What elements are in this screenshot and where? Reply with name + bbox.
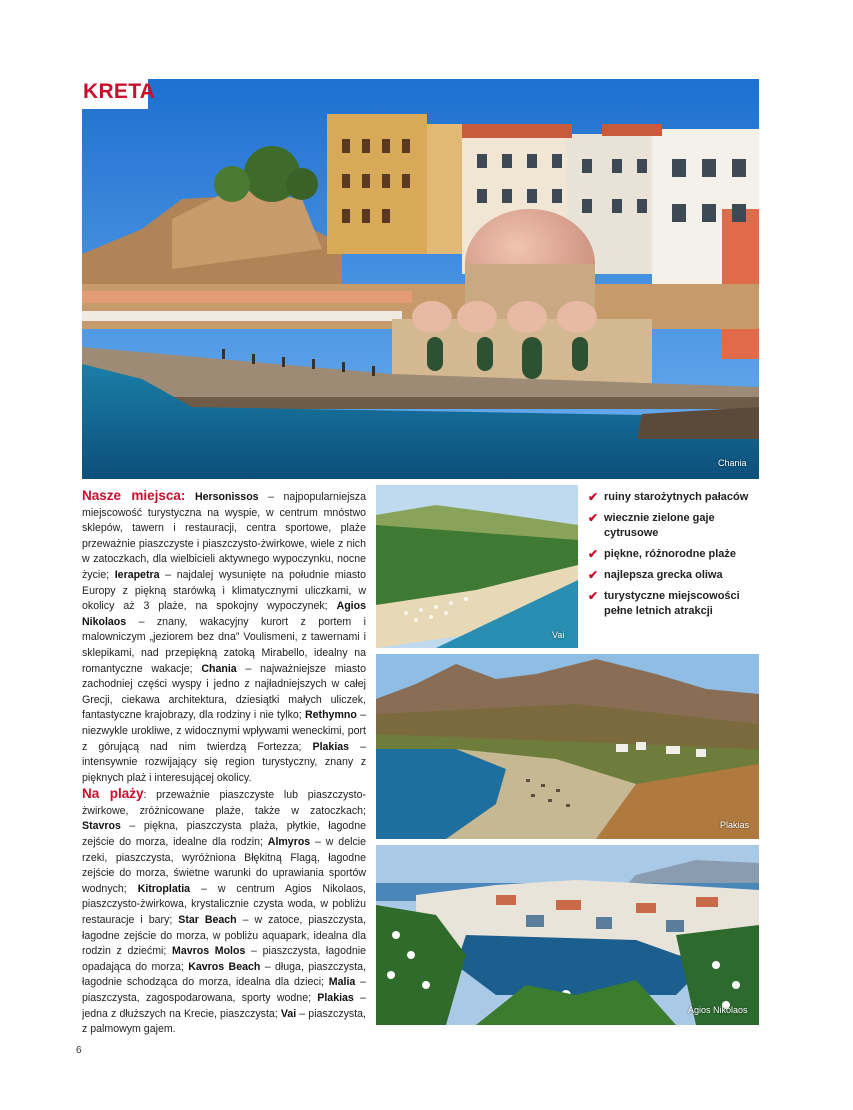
place-name: Malia: [328, 976, 356, 989]
place-name: Kavros Beach: [188, 960, 261, 973]
text-run: – niezwykle urokliwe, z widocznymi wpływami weneckimi, port z górującą nad nim twierdzą Fortezza;: [82, 709, 366, 753]
place-name: Almyros: [267, 836, 311, 849]
check-icon: ✔: [588, 490, 599, 504]
place-name: Hersonissos: [194, 491, 259, 503]
plakias-bay-image: [376, 654, 759, 839]
text-run: – jedna z dłuższych na Krecie, piaszczysta;: [82, 992, 366, 1020]
plakias-photo: [376, 654, 759, 839]
place-name: Stavros: [82, 820, 121, 833]
place-name: Vai: [280, 1007, 297, 1020]
place-name: Chania: [201, 662, 237, 675]
place-name: Rethymno: [305, 709, 357, 722]
text-run: – długa, piaszczysta, łagodnie schodząca do morza, idealna dla dzieci;: [82, 960, 366, 989]
chania-photo: [82, 79, 759, 479]
text-run: – intensywnie rozwijający się region turystyczny, znany z pięknych plaż i interesującej okolicy.: [82, 740, 366, 784]
text-run: – piękna, piaszczysta plaża, płytkie, łagodne zejście do morza, idealne dla rodzin;: [82, 820, 366, 849]
page-number: 6: [76, 1045, 82, 1056]
place-name: Agios Nikolaos: [82, 600, 366, 628]
check-icon: ✔: [588, 568, 599, 582]
text-run: – najdalej wysunięte na południe miasto Europy z piękną starówką i klimatycznymi uliczkami, w okolicy aż 3 plaże, na spokojny wypoczynek;: [82, 568, 366, 613]
page-title-box: [78, 77, 156, 109]
check-icon: ✔: [588, 511, 599, 525]
section-heading: Na plaży: [82, 786, 144, 802]
text-run: – znany, wakacyjny kurort z portem i malowniczym „jeziorem bez dna” Voulismeni, z tawernami i sklepikami, nad przepiękną zatoką Mirabello, idealny na romantyczne wakacje;: [82, 615, 366, 675]
place-name: Plakias: [312, 740, 350, 753]
chania-harbour-image: [82, 79, 759, 479]
text-run: – w zatoce, piaszczysta, łagodne zejście do morza, w pobliżu aquapark, idealna dla rodzin z dziećmi;: [82, 914, 366, 958]
agios-nikolaos-image: [376, 845, 759, 1025]
page-title: KRETA: [83, 80, 156, 103]
highlight-item: ✔ turystyczne miejscowości pełne letnich atrakcji: [588, 589, 740, 617]
highlight-item: ✔ wiecznie zielone gaje cytrusowe: [588, 511, 715, 539]
paragraph-beaches: [82, 786, 366, 1038]
vai-photo: [376, 485, 578, 648]
plakias-caption: Plakias: [720, 820, 750, 830]
text-run: – najważniejsze miasto zachodniej części wyspy i jedno z najładniejszych w całej Grecji, ciekawa architektura, dziesiątki małych uliczek, fantastyczne krajobrazy, dla rodziny i nie tylko;: [82, 662, 366, 722]
text-run: : przeważnie piaszczyste lub piaszczysto-żwirkowe, zróżnicowane plaże, także w zatoczkach;: [82, 789, 366, 817]
highlight-item: ✔ piękne, różnorodne plaże: [588, 547, 737, 561]
body-text: [82, 488, 366, 1038]
text-run: [185, 491, 195, 503]
chania-caption: Chania: [718, 458, 747, 468]
paragraph-places: [82, 488, 366, 786]
section-heading: Nasze miejsca:: [82, 488, 186, 503]
text-run: – piaszczysta, łagodnie opadająca do morza;: [82, 945, 366, 973]
highlight-item: ✔ najlepsza grecka oliwa: [588, 568, 723, 582]
place-name: Ierapetra: [114, 568, 160, 581]
vai-caption: Vai: [552, 630, 565, 640]
vai-beach-image: [376, 485, 578, 648]
text-run: – piaszczysta, zagospodarowana, sporty wodne;: [82, 976, 366, 1004]
check-icon: ✔: [588, 589, 599, 603]
check-icon: ✔: [588, 547, 599, 561]
highlight-item: ✔ ruiny starożytnych pałaców: [588, 490, 749, 504]
place-name: Plakias: [317, 992, 354, 1004]
place-name: Kitroplatia: [137, 882, 191, 895]
place-name: Star Beach: [178, 914, 237, 927]
agios-nikolaos-photo: [376, 845, 759, 1025]
text-run: – najpopularniejsza miejscowość turystyczna na wyspie, w centrum mnóstwo sklepów, tawern i restauracji, centra sportowe, plaże przeważnie piaszczyste i piaszczysto-żwirkowe, wiele z nich w zatoczkach, dla wielbicieli aktywnego wypoczynku, nocne życie;: [82, 491, 366, 581]
text-run: – w delcie rzeki, piaszczysta, wyróżniona Błękitną Flagą, łagodne zejście do morza, świetne warunki do uprawiania sportów wodnych;: [82, 836, 366, 895]
text-run: – piaszczysta, z palmowym gajem.: [82, 1007, 366, 1036]
place-name: Mavros Molos: [172, 945, 246, 958]
agios-nikolaos-caption: Agios Nikolaos: [688, 1005, 748, 1015]
text-run: – w centrum Agios Nikolaos, piaszczysto-żwirkowa, krystalicznie czysta woda, w pobliżu restauracje i bary;: [82, 882, 366, 927]
highlights-list: [588, 490, 768, 625]
